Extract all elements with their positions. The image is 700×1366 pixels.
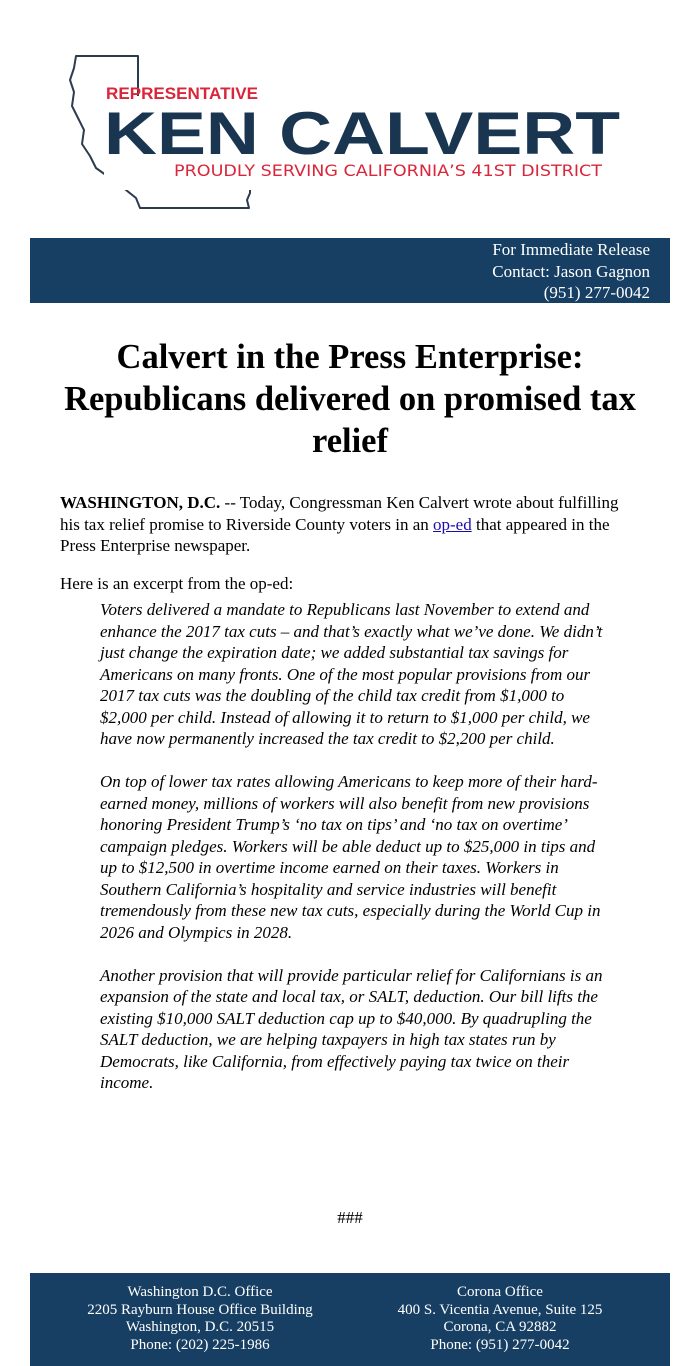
excerpt-paragraph: Voters delivered a mandate to Republicans last November to extend and enhance the 2017 tax cuts – and that’s exactly what we’ve done. We didn’t just change the expiration date; we added substantial tax savings for Americans on many fronts. One of the most popular provisions from our 2017 tax cuts was the doubling of the child tax credit from $1,000 to $2,000 per child. Instead of allowing it to return to $1,000 per child, we have now permanently increased the tax credit to $2,200 per child. bbox=[100, 600, 603, 748]
header-logo bbox=[60, 48, 640, 218]
end-mark: ### bbox=[337, 1208, 363, 1227]
release-label: For Immediate Release bbox=[492, 240, 650, 259]
office-phone: Phone: (951) 277-0042 bbox=[430, 1336, 570, 1353]
footer-offices bbox=[30, 1273, 670, 1366]
article-body bbox=[60, 492, 640, 1094]
op-ed-link[interactable]: op-ed bbox=[433, 514, 472, 534]
office-phone: Phone: (202) 225-1986 bbox=[130, 1336, 270, 1353]
intro-text-before-link: -- Today, Congressman Ken Calvert wrote about fulfilling his tax relief promise to Riverside County voters in an bbox=[60, 493, 619, 534]
logo-title-line: REPRESENTATIVE bbox=[106, 84, 258, 103]
office-address-line: Washington, D.C. 20515 bbox=[125, 1319, 275, 1335]
contact-name: Contact: Jason Gagnon bbox=[492, 261, 650, 281]
office-address-line: Corona, CA 92882 bbox=[443, 1319, 557, 1335]
excerpt-lead: Here is an excerpt from the op-ed: bbox=[60, 573, 294, 593]
excerpt-paragraph: On top of lower tax rates allowing Americans to keep more of their hard-earned money, millions of workers will also benefit from new provisions honoring President Trump’s ‘no tax on tips’ and ‘no tax on overtime’ campaign pledges. Workers will be able deduct up to $25,000 in tips and up to $12,500 in overtime income earned on their taxes. Workers in Southern California’s hospitality and service industries will benefit tremendously from these new tax cuts, especially during the World Cup in 2026 and Olympics in 2028. bbox=[100, 772, 601, 942]
op-ed-excerpt bbox=[100, 599, 610, 1094]
office-corona bbox=[360, 1284, 640, 1354]
logo-name: KEN CALVERT bbox=[104, 100, 620, 167]
intro-text-after-link: that appeared in the Press Enterprise newspaper. bbox=[60, 514, 610, 555]
office-address-line: 2205 Rayburn House Office Building bbox=[87, 1301, 313, 1318]
page-title: Calvert in the Press Enterprise: Republicans delivered on promised tax relief bbox=[64, 338, 636, 460]
contact-phone: (951) 277-0042 bbox=[543, 283, 650, 302]
office-address-line: 400 S. Vicentia Avenue, Suite 125 bbox=[397, 1301, 603, 1318]
logo-tagline: PROUDLY SERVING CALIFORNIA’S 41ST DISTRICT bbox=[174, 161, 603, 180]
excerpt-paragraph: Another provision that will provide particular relief for Californians is an expansion of the state and local tax, or SALT, deduction. Our bill lifts the existing $10,000 SALT deduction cap up to $40,000. By quadrupling the SALT deduction, we are helping taxpayers in high tax states run by Democrats, like California, from effectively paying tax twice on their income. bbox=[100, 965, 603, 1092]
intro-paragraph bbox=[60, 492, 640, 557]
office-title: Corona Office bbox=[457, 1284, 543, 1300]
release-info-bar bbox=[30, 238, 670, 303]
dateline: WASHINGTON, D.C. bbox=[60, 493, 221, 512]
office-title: Washington D.C. Office bbox=[127, 1284, 273, 1300]
office-dc bbox=[30, 1284, 370, 1354]
